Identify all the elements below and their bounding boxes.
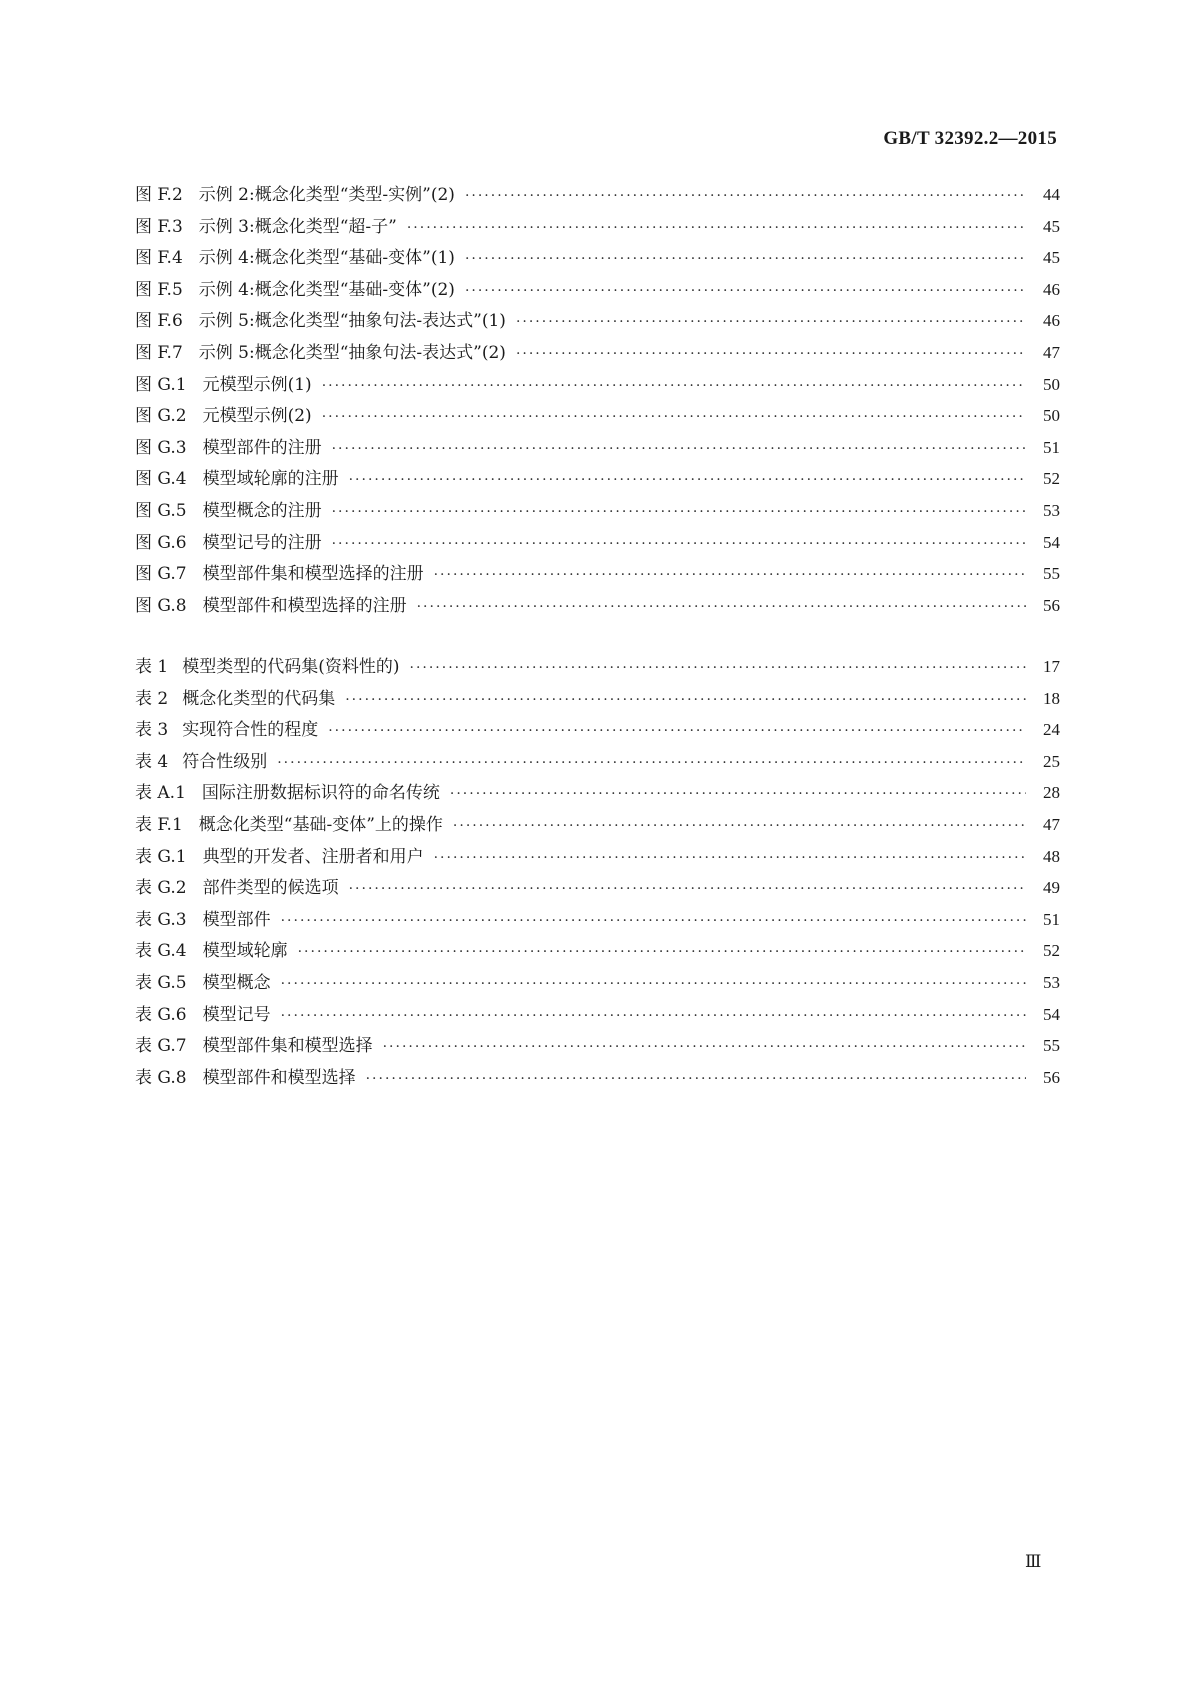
leader-dots — [434, 567, 1026, 583]
entry-title: 国际注册数据标识符的命名传统 — [201, 783, 440, 804]
table-list — [135, 652, 1060, 1094]
entry-label: 表 A.1 — [135, 783, 186, 804]
figure-entry[interactable] — [135, 401, 1060, 433]
leader-dots — [516, 314, 1026, 330]
entry-title: 模型部件和模型选择的注册 — [202, 595, 407, 616]
entry-label: 表 G.8 — [135, 1067, 187, 1088]
entry-title: 模型概念的注册 — [202, 500, 322, 521]
entry-title: 模型类型的代码集(资料性的) — [182, 657, 400, 677]
entry-page-number: 45 — [1043, 216, 1060, 236]
figure-entry[interactable] — [135, 496, 1060, 528]
table-entry[interactable] — [135, 747, 1060, 779]
entry-title: 示例 2:概念化类型“类型-实例”(2) — [198, 185, 455, 205]
leader-dots — [410, 660, 1027, 676]
entry-page-number: 25 — [1043, 751, 1060, 771]
entry-title: 示例 5:概念化类型“抽象句法-表达式”(1) — [198, 311, 506, 332]
entry-label: 图 F.6 — [135, 311, 183, 332]
entry-page-number: 24 — [1043, 720, 1060, 740]
entry-title: 概念化类型“基础-变体”上的操作 — [198, 814, 443, 835]
leader-dots — [516, 346, 1026, 362]
entry-title: 模型域轮廓的注册 — [202, 469, 339, 490]
entry-label: 表 G.7 — [135, 1036, 187, 1057]
entry-label: 图 F.2 — [135, 185, 183, 205]
entry-title: 示例 3:概念化类型“超-子” — [198, 216, 397, 237]
figure-entry[interactable] — [135, 528, 1060, 560]
entry-page-number: 50 — [1043, 406, 1060, 426]
entry-title: 典型的开发者、注册者和用户 — [202, 846, 424, 867]
entry-title: 示例 4:概念化类型“基础-变体”(2) — [198, 279, 455, 300]
entry-title: 实现符合性的程度 — [182, 720, 319, 741]
entry-label: 表 1 — [135, 657, 169, 677]
leader-dots — [417, 599, 1026, 615]
entry-page-number: 55 — [1043, 564, 1060, 584]
leader-dots — [332, 504, 1026, 520]
entry-title: 模型记号 — [202, 1004, 271, 1025]
entry-page-number: 50 — [1043, 374, 1060, 394]
table-entry[interactable] — [135, 715, 1060, 747]
leader-dots — [322, 409, 1026, 425]
leader-dots — [349, 472, 1026, 488]
entry-label: 表 F.1 — [135, 814, 183, 835]
leader-dots — [281, 976, 1026, 992]
entry-page-number: 44 — [1043, 185, 1060, 204]
entry-label: 表 G.5 — [135, 972, 187, 993]
entry-title: 部件类型的候选项 — [202, 878, 339, 899]
leader-dots — [281, 1008, 1026, 1024]
entry-title: 符合性级别 — [182, 751, 268, 772]
entry-title: 概念化类型的代码集 — [182, 688, 336, 709]
table-entry[interactable] — [135, 936, 1060, 968]
figure-entry[interactable] — [135, 243, 1060, 275]
leader-dots — [434, 850, 1026, 866]
entry-label: 表 G.1 — [135, 846, 187, 867]
entry-label: 图 G.3 — [135, 437, 187, 458]
entry-label: 表 3 — [135, 720, 169, 741]
table-entry[interactable] — [135, 810, 1060, 842]
leader-dots — [407, 220, 1026, 236]
leader-dots — [277, 755, 1026, 771]
entry-page-number: 17 — [1043, 657, 1060, 676]
entry-title: 示例 4:概念化类型“基础-变体”(1) — [198, 248, 455, 269]
entry-page-number: 52 — [1043, 941, 1060, 961]
entry-label: 图 G.4 — [135, 469, 187, 490]
entry-label: 图 G.7 — [135, 564, 187, 585]
entry-page-number: 56 — [1043, 1067, 1060, 1087]
entry-label: 图 G.6 — [135, 532, 187, 553]
entry-label: 图 F.5 — [135, 279, 183, 300]
entry-page-number: 53 — [1043, 972, 1060, 992]
leader-dots — [465, 283, 1026, 299]
leader-dots — [298, 944, 1026, 960]
entry-title: 示例 5:概念化类型“抽象句法-表达式”(2) — [198, 342, 506, 363]
standard-number: GB/T 32392.2—2015 — [883, 128, 1057, 149]
entry-page-number: 56 — [1043, 595, 1060, 615]
entry-title: 模型部件集和模型选择的注册 — [202, 564, 424, 585]
leader-dots — [322, 378, 1026, 394]
figure-entry[interactable] — [135, 306, 1060, 338]
entry-title: 模型部件集和模型选择 — [202, 1036, 373, 1057]
table-entry[interactable] — [135, 873, 1060, 905]
leader-dots — [345, 692, 1026, 708]
entry-label: 图 G.8 — [135, 595, 187, 616]
table-entry[interactable] — [135, 968, 1060, 1000]
figure-entry[interactable] — [135, 370, 1060, 402]
table-entry[interactable] — [135, 1000, 1060, 1032]
entry-page-number: 48 — [1043, 846, 1060, 866]
leader-dots — [332, 536, 1026, 552]
entry-label: 图 G.5 — [135, 500, 187, 521]
entry-page-number: 18 — [1043, 688, 1060, 708]
entry-page-number: 51 — [1043, 909, 1060, 929]
entry-title: 模型域轮廓 — [202, 941, 288, 962]
table-entry[interactable] — [135, 1063, 1060, 1095]
entry-page-number: 54 — [1043, 532, 1060, 552]
leader-dots — [453, 818, 1026, 834]
entry-page-number: 52 — [1043, 469, 1060, 489]
table-entry[interactable] — [135, 905, 1060, 937]
figure-entry[interactable] — [135, 559, 1060, 591]
entry-title: 模型部件 — [202, 909, 271, 930]
entry-title: 模型部件和模型选择 — [202, 1067, 356, 1088]
leader-dots — [332, 441, 1026, 457]
figure-entry[interactable] — [135, 464, 1060, 496]
leader-dots — [349, 881, 1026, 897]
entry-label: 图 F.3 — [135, 216, 183, 237]
figure-entry[interactable] — [135, 591, 1060, 623]
entry-title: 元模型示例(2) — [202, 406, 312, 427]
entry-label: 表 2 — [135, 688, 169, 709]
figure-entry[interactable] — [135, 212, 1060, 244]
entry-page-number: 51 — [1043, 437, 1060, 457]
entry-label: 表 4 — [135, 751, 169, 772]
figure-entry[interactable] — [135, 433, 1060, 465]
entry-page-number: 46 — [1043, 311, 1060, 331]
page-number: Ⅲ — [1025, 1552, 1042, 1571]
leader-dots — [465, 251, 1026, 267]
leader-dots — [383, 1039, 1026, 1055]
table-entry[interactable] — [135, 684, 1060, 716]
leader-dots — [366, 1071, 1026, 1087]
entry-page-number: 47 — [1043, 814, 1060, 834]
entry-title: 模型记号的注册 — [202, 532, 322, 553]
entry-label: 图 G.2 — [135, 406, 187, 427]
entry-page-number: 49 — [1043, 878, 1060, 898]
leader-dots — [328, 723, 1026, 739]
table-entry[interactable] — [135, 842, 1060, 874]
entry-label: 表 G.2 — [135, 878, 187, 899]
entry-page-number: 53 — [1043, 500, 1060, 520]
entry-label: 表 G.4 — [135, 941, 187, 962]
entry-page-number: 55 — [1043, 1036, 1060, 1056]
leader-dots — [465, 188, 1026, 204]
entry-label: 表 G.3 — [135, 909, 187, 930]
entry-page-number: 28 — [1043, 783, 1060, 803]
entry-page-number: 47 — [1043, 342, 1060, 362]
figure-entry[interactable] — [135, 275, 1060, 307]
entry-title: 模型概念 — [202, 972, 271, 993]
figure-list — [135, 180, 1060, 622]
entry-page-number: 54 — [1043, 1004, 1060, 1024]
table-entry[interactable] — [135, 1031, 1060, 1063]
entry-label: 图 F.4 — [135, 248, 183, 269]
entry-page-number: 45 — [1043, 248, 1060, 268]
entry-title: 模型部件的注册 — [202, 437, 322, 458]
table-entry[interactable] — [135, 778, 1060, 810]
leader-dots — [281, 913, 1026, 929]
entry-label: 图 F.7 — [135, 342, 183, 363]
entry-title: 元模型示例(1) — [202, 374, 312, 395]
table-entry[interactable] — [135, 652, 1060, 684]
figure-entry[interactable] — [135, 338, 1060, 370]
figure-entry[interactable] — [135, 180, 1060, 212]
leader-dots — [450, 786, 1026, 802]
entry-label: 表 G.6 — [135, 1004, 187, 1025]
entry-page-number: 46 — [1043, 279, 1060, 299]
entry-label: 图 G.1 — [135, 374, 187, 395]
